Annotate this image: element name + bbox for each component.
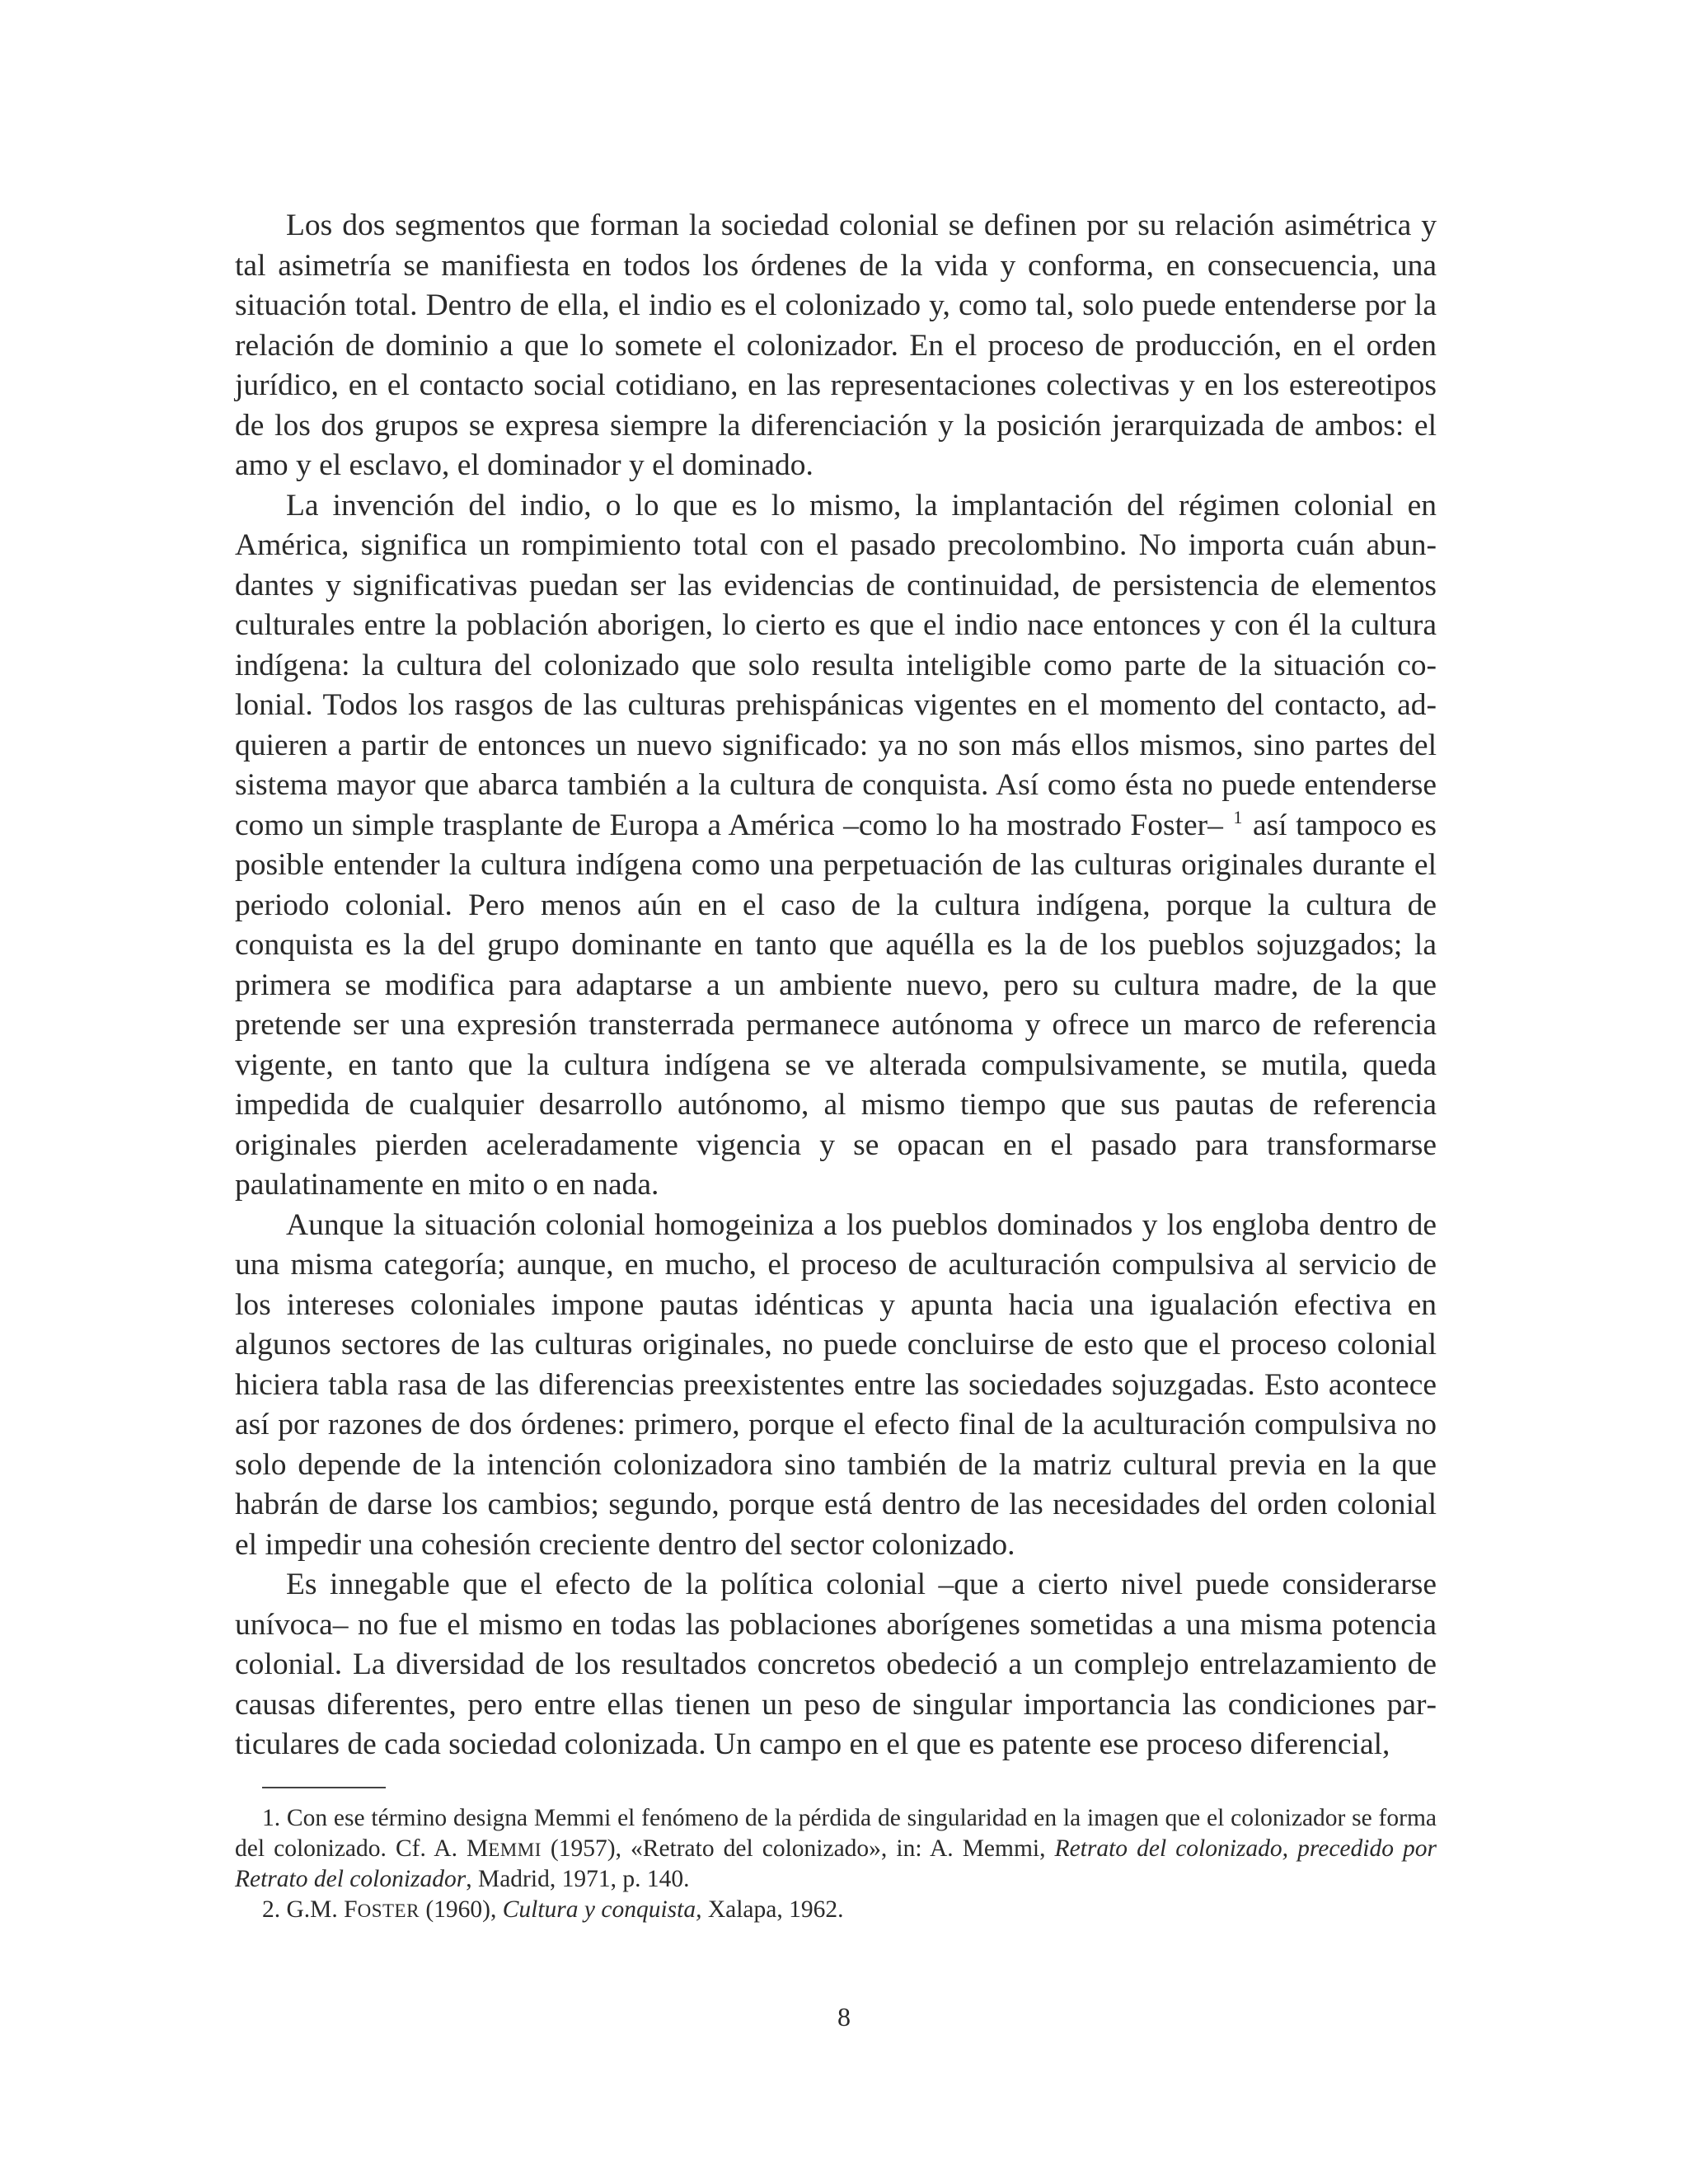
book-title: Retrato del colonizado, precedido por Retrato del colonizador [235, 1835, 1437, 1892]
footnotes [235, 1787, 1437, 1925]
paragraph-1: Los dos segmentos que forman la sociedad colonial se definen por su relación asimétrica y tal asimetría se manifiesta en todos los órdenes de la vida y conforma, en consecuencia, una situación total. Dentro de ella, el indio es el colonizado y, como tal, solo puede entenderse por la relación de dominio a que lo somete el colonizador. En el proceso de producción, en el orden jurídico, en el contacto social cotidiano, en las representaciones colectivas y en los estereotipos de los dos grupos se expresa siempre la diferenciación y la posición jerarquizada de ambos: el amo y el esclavo, el dominador y el dominado. [235, 209, 1437, 482]
paragraph-3: Aunque la situación colonial homogeiniza a los pueblos dominados y los engloba dentro de una misma categoría; aunque, en mucho, el proceso de aculturación compulsiva al servicio de los intereses coloniales impone pautas idénticas y apunta hacia una igualación efectiva en algunos sectores de las culturas originales, no puede concluirse de esto que el proceso colonial hiciera tabla rasa de las diferencias preexistentes entre las sociedades sojuzgadas. Esto acontece así por razones de dos órdenes: primero, porque el efecto final de la aculturación compulsiva no solo depende de la intención colonizadora sino también de la matriz cultural previa en la que habrán de darse los cambios; segundo, porque está dentro de las necesidades del orden colonial el impedir una cohesión creciente dentro del sector colonizado. [235, 1207, 1437, 1562]
footnote-divider [262, 1787, 386, 1788]
footnote-2: 2. G.M. FOSTER (1960), Cultura y conquista, Xalapa, 1962. [262, 1896, 844, 1923]
main-text [235, 206, 1437, 1765]
book-title: Cultura y conquista, [502, 1896, 702, 1923]
footnote-1: 1. Con ese término designa Memmi el fenómeno de la pérdida de singularidad en la imagen que el colonizador se forma del colonizado. Cf. A. MEMMI (1957), «Retrato del colonizado», in: A. Memmi, Retrato del colonizado, precedido por Retrato del colonizador, Madrid, 1971, p. 140. [235, 1805, 1437, 1892]
author-name: FOSTER [344, 1896, 420, 1923]
paragraph-2 [235, 486, 1437, 1206]
paragraph-4: Es innegable que el efecto de la política colonial –que a cierto nivel puede considerarse unívoca– no fue el mismo en todas las poblaciones aborígenes sometidas a una misma potencia colonial. La diversidad de los resultados concretos obedeció a un complejo entrelazamiento de causas diferentes, pero entre ellas tienen un peso de singular importancia las condiciones particulares de cada sociedad colonizada. Un campo en el que es patente ese proceso diferencial, [235, 1568, 1437, 1761]
author-name: MEMMI [467, 1835, 542, 1862]
paragraph-2-text-b: así tampoco es posible entender la cultura indígena como una perpetuación de las culturas originales durante el periodo colonial. Pero menos aún en el caso de la cultura indígena, porque la cultura de conquista es la del grupo dominante en tanto que aquélla es la de los pueblos sojuzgados; la primera se modifica para adaptarse a un ambiente nuevo, pero su cultura madre, de la que pretende ser una expresión transterrada permanece autónoma y ofrece un marco de referencia vigente, en tanto que la cultura indígena se ve alterada compulsivamente, se mutila, queda impedida de cualquier desarrollo autónomo, al mismo tiempo que sus pautas de referencia originales pierden aceleradamente vigencia y se opacan en el pasado para transformarse paulatinamente en mito o en nada. [235, 808, 1437, 1202]
page-number: 8 [837, 2002, 851, 2032]
paragraph-2-text-a: La invención del indio, o lo que es lo mismo, la implantación del régimen colonial en América, significa un rompimiento total con el pasado precolombino. No importa cuán abundantes y significativas puedan ser las evidencias de continuidad, de persistencia de elementos culturales entre la población aborigen, lo cierto es que el indio nace entonces y con él la cultura indígena: la cultura del colonizado que solo resulta inteligible como parte de la situación colonial. Todos los rasgos de las culturas prehispánicas vigentes en el momento del contacto, adquieren a partir de entonces un nuevo significado: ya no son más ellos mismos, sino partes del sistema mayor que abarca también a la cultura de conquista. Así como ésta no puede entenderse como un simple trasplante de Europa a América –como lo ha mostrado Foster– [235, 488, 1437, 842]
footnote-reference-1: 1 [1233, 806, 1243, 827]
